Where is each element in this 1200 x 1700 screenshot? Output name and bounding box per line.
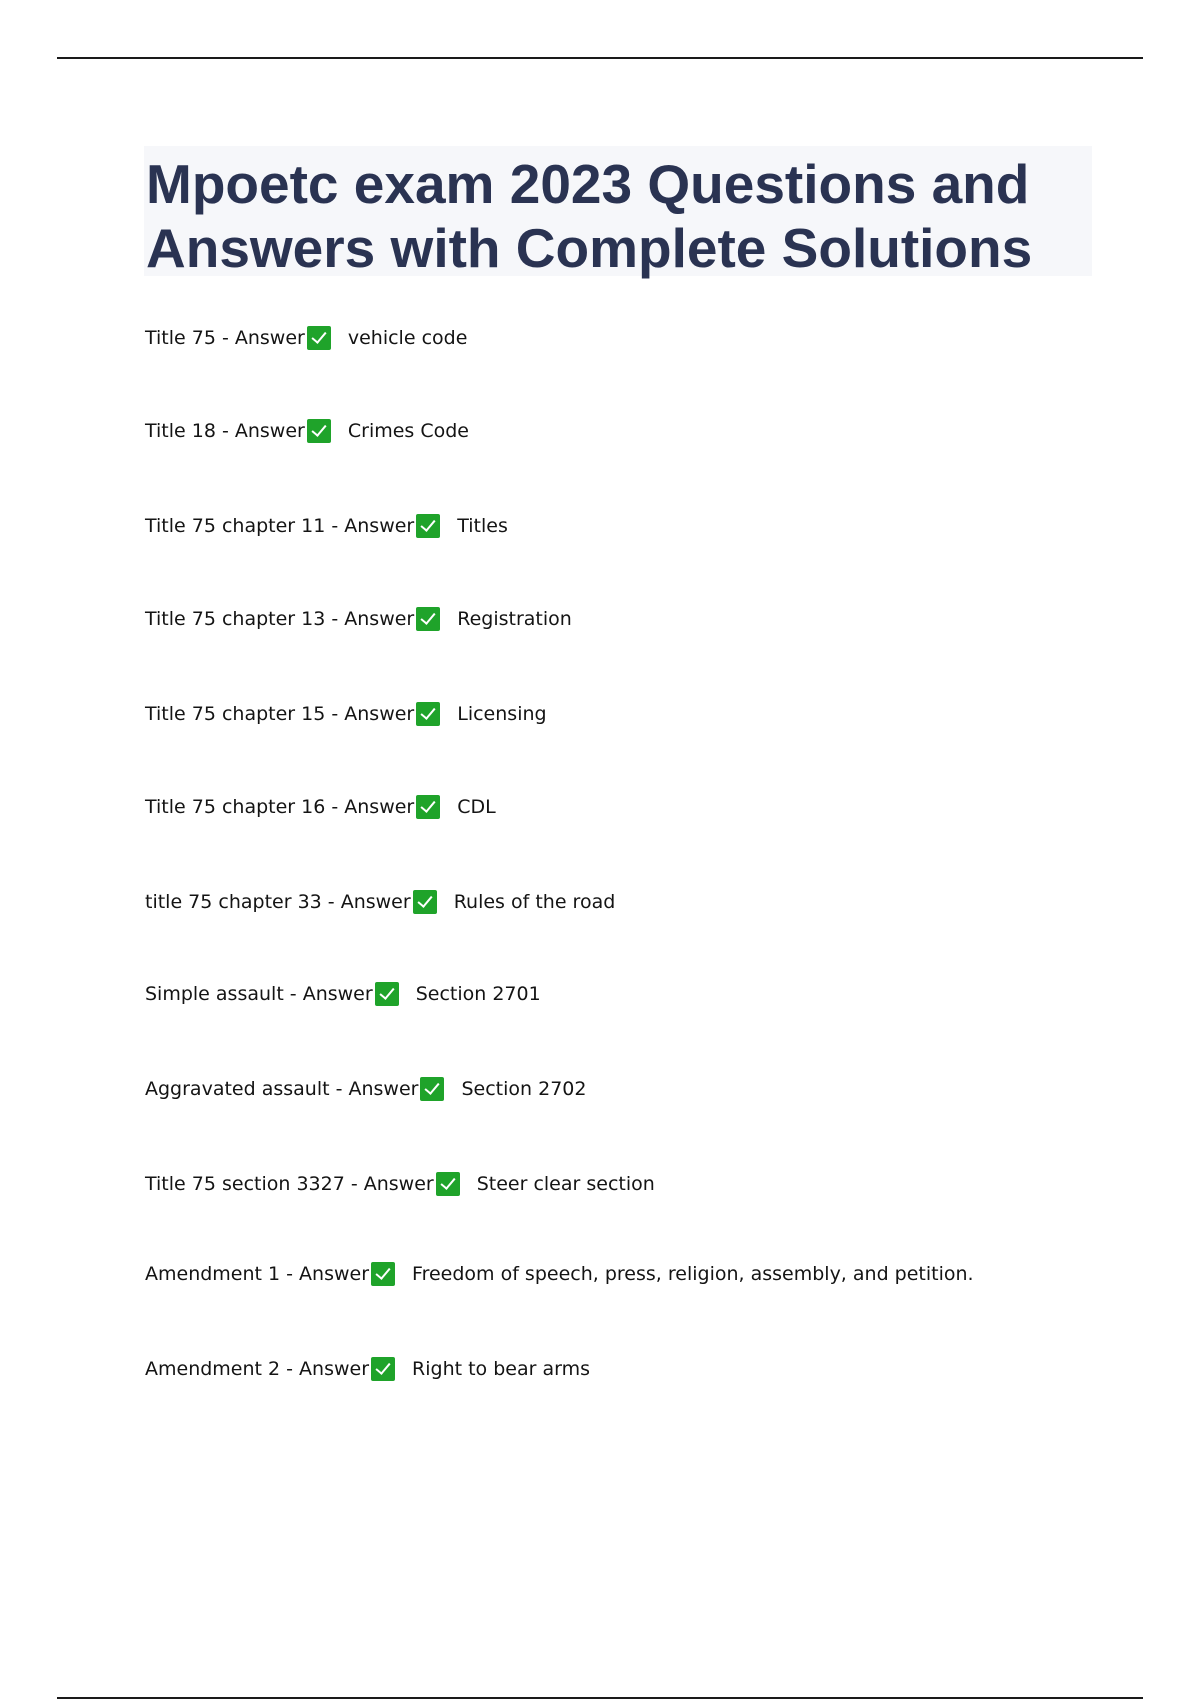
title-block: [144, 146, 1092, 279]
qa-item: [145, 1170, 655, 1198]
qa-answer: vehicle code: [347, 327, 468, 349]
bottom-rule: [57, 1697, 1143, 1699]
check-mark-icon: [416, 702, 440, 726]
check-mark-icon: [436, 1172, 460, 1196]
qa-item: [145, 700, 547, 728]
qa-question: Title 18 - Answer: [145, 420, 305, 442]
check-mark-icon: [307, 419, 331, 443]
qa-answer: Registration: [457, 608, 572, 630]
qa-answer: Crimes Code: [347, 420, 469, 442]
check-mark-icon: [416, 607, 440, 631]
check-mark-icon: [375, 982, 399, 1006]
qa-question: Title 75 - Answer: [145, 327, 305, 349]
qa-answer: CDL: [457, 796, 496, 818]
qa-answer: Steer clear section: [476, 1173, 655, 1195]
qa-item: [145, 888, 615, 916]
qa-answer: Section 2702: [461, 1078, 587, 1100]
qa-question: Simple assault - Answer: [145, 983, 373, 1005]
check-mark-icon: [420, 1077, 444, 1101]
qa-answer: Licensing: [457, 703, 547, 725]
qa-question: Title 75 chapter 13 - Answer: [145, 608, 415, 630]
top-rule: [57, 57, 1143, 59]
qa-answer: Titles: [457, 515, 508, 537]
qa-answer: Right to bear arms: [412, 1358, 590, 1380]
qa-answer: Section 2701: [415, 983, 541, 1005]
check-mark-icon: [416, 795, 440, 819]
qa-item: [145, 1075, 586, 1103]
qa-item: [145, 1260, 974, 1288]
qa-item: [145, 793, 496, 821]
qa-answer: Freedom of speech, press, religion, assembly, and petition.: [412, 1263, 974, 1285]
qa-item: [145, 417, 469, 445]
qa-question: Title 75 section 3327 - Answer: [145, 1173, 434, 1195]
qa-question: Title 75 chapter 11 - Answer: [145, 515, 415, 537]
qa-item: [145, 324, 467, 352]
qa-question: Title 75 chapter 15 - Answer: [145, 703, 415, 725]
qa-question: Amendment 1 - Answer: [145, 1263, 370, 1285]
qa-item: [145, 1355, 590, 1383]
check-mark-icon: [413, 890, 437, 914]
qa-question: Amendment 2 - Answer: [145, 1358, 370, 1380]
check-mark-icon: [307, 326, 331, 350]
qa-item: [145, 512, 508, 540]
check-mark-icon: [371, 1357, 395, 1381]
check-mark-icon: [371, 1262, 395, 1286]
check-mark-icon: [416, 514, 440, 538]
qa-question: Aggravated assault - Answer: [145, 1078, 419, 1100]
qa-question: title 75 chapter 33 - Answer: [145, 891, 411, 913]
document-title: Mpoetc exam 2023 Questions and Answers with Complete Solutions: [146, 153, 1033, 279]
qa-item: [145, 605, 572, 633]
qa-question: Title 75 chapter 16 - Answer: [145, 796, 415, 818]
qa-item: [145, 980, 541, 1008]
qa-answer: Rules of the road: [453, 891, 616, 913]
